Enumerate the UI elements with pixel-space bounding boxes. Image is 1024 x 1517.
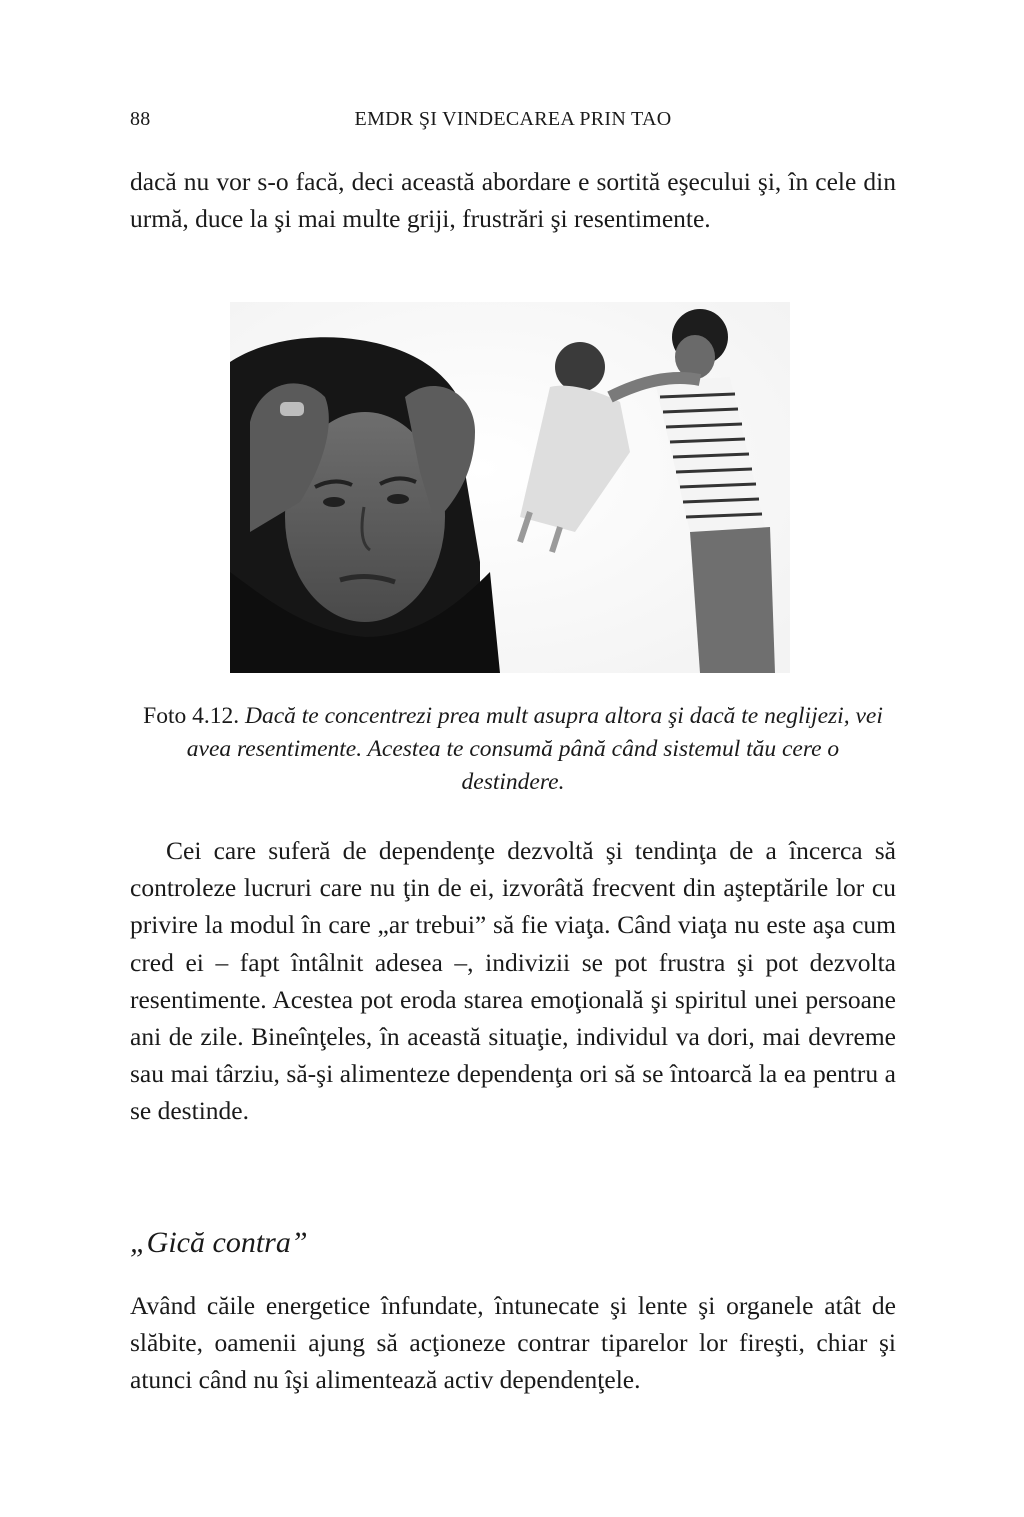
caption-label: Foto 4.12.	[143, 703, 240, 729]
caption-text: Dacă te concentrezi prea mult asupra altora şi dacă te neglijezi, vei avea resentimente. Acestea te consumă până când sistemul tău cere o destindere.	[186, 703, 883, 795]
body-paragraph-1: dacă nu vor s-o facă, deci această abordare e sortită eşecului şi, în cele din urmă, duce la şi mai multe griji, frustrări şi resentimente.	[130, 167, 896, 234]
page-number: 88	[130, 108, 151, 130]
section-heading: „Gică contra”	[130, 1226, 308, 1259]
photo-caption	[140, 700, 886, 799]
running-title: EMDR ŞI VINDECAREA PRIN TAO	[354, 108, 672, 130]
body-paragraph-3: Având căile energetice înfundate, întunecate şi lente şi organele atât de slăbite, oamenii ajung să acţioneze contrar tiparelor lor fireşti, chiar şi atunci când nu îşi alimentează activ dependenţele.	[130, 1291, 896, 1395]
photo-stressed-woman-children	[230, 302, 790, 673]
body-paragraph-2: Cei care suferă de dependenţe dezvoltă şi tendinţa de a încerca să controleze lucruri care nu ţin de ei, izvorâtă frecvent din aşteptările lor cu privire la modul în care „ar trebui” să fie viaţa. Când viaţa nu este aşa cum cred ei – fapt întâlnit adesea –, indivizii se pot frustra şi pot dezvolta resentimente. Acestea pot eroda starea emoţională şi spiritul unei persoane ani de zile. Bineînţeles, în această situaţie, individul va dori, mai devreme sau mai târziu, să-şi alimenteze dependenţa ori să se întoarcă la ea pentru a se destinde.	[130, 836, 896, 1126]
page-header	[130, 108, 896, 134]
